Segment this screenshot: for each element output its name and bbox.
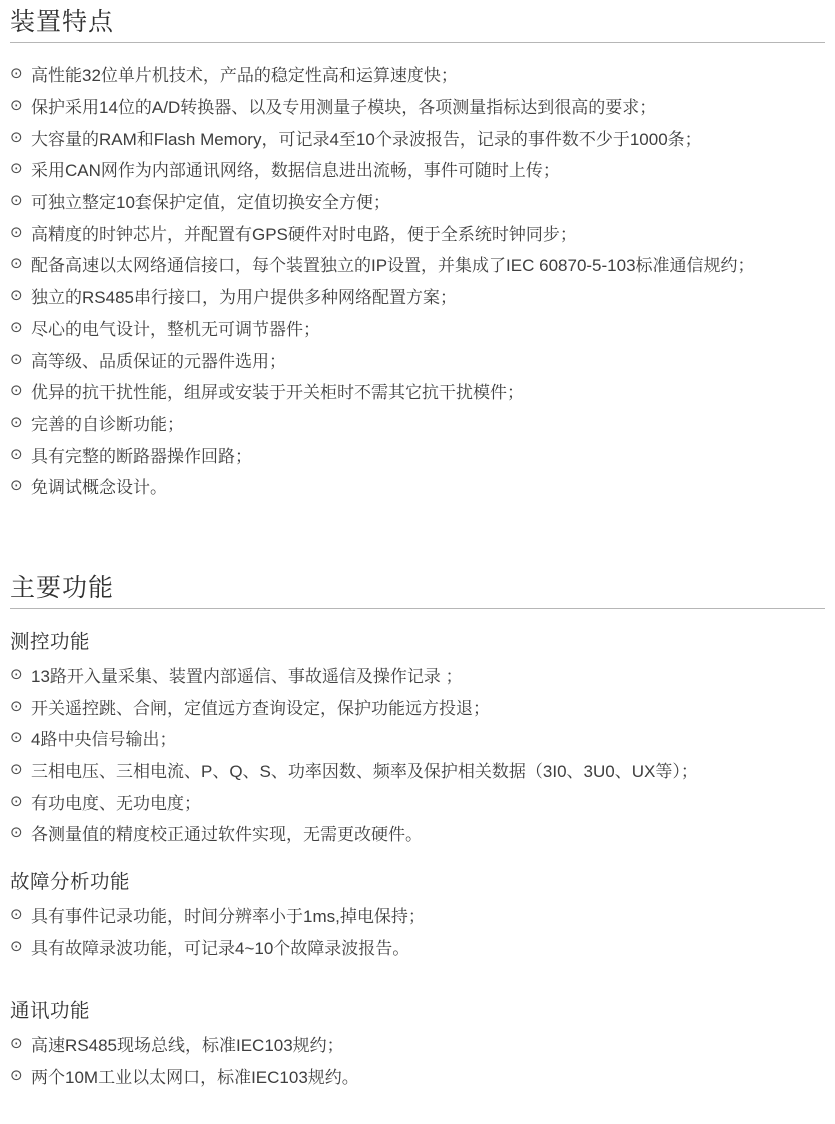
list-item-text: 独立的RS485串行接口，为用户提供多种网络配置方案；: [31, 288, 457, 308]
list-item-text: 高等级、品质保证的元器件选用；: [31, 351, 286, 371]
list-item-text: 完善的自诊断功能；: [31, 414, 184, 434]
list-item: [10, 1060, 825, 1092]
circled-dot-icon: ⊙: [10, 382, 23, 400]
circled-dot-icon: ⊙: [10, 1067, 23, 1085]
circled-dot-icon: ⊙: [10, 255, 23, 273]
list-item: [10, 899, 825, 931]
section-title-device-features: 装置特点: [10, 8, 115, 36]
list-item: [10, 58, 825, 90]
list-item-text: 有功电度、无功电度；: [31, 793, 201, 813]
list-item-text: 各测量值的精度校正通过软件实现，无需更改硬件。: [31, 825, 422, 845]
circled-dot-icon: ⊙: [10, 824, 23, 842]
circled-dot-icon: ⊙: [10, 906, 23, 924]
list-item-text: 高速RS485现场总线，标准IEC103规约；: [31, 1036, 344, 1056]
list-item: [10, 407, 825, 439]
circled-dot-icon: ⊙: [10, 937, 23, 955]
circled-dot-icon: ⊙: [10, 287, 23, 305]
circled-dot-icon: ⊙: [10, 413, 23, 431]
list-item: [10, 754, 825, 786]
list-item-text: 具有完整的断路器操作回路；: [31, 446, 252, 466]
circled-dot-icon: ⊙: [10, 665, 23, 683]
document-page: [0, 6, 835, 1092]
circled-dot-icon: ⊙: [10, 1035, 23, 1053]
section-header-main-functions: [10, 572, 825, 609]
list-item: [10, 153, 825, 185]
measure-control-list: [10, 659, 825, 849]
list-item: [10, 280, 825, 312]
list-item: [10, 817, 825, 849]
fault-analysis-list: [10, 899, 825, 962]
list-item: [10, 343, 825, 375]
list-item: [10, 121, 825, 153]
circled-dot-icon: ⊙: [10, 160, 23, 178]
list-item-text: 4路中央信号输出；: [31, 730, 177, 750]
subsection-title-communication: 通讯功能: [10, 1000, 91, 1023]
list-item-text: 13路开入量采集、装置内部遥信、事故遥信及操作记录 ；: [31, 666, 463, 686]
list-item: [10, 659, 825, 691]
list-item-text: 开关遥控跳、合闸，定值远方查询设定，保护功能远方投退；: [31, 698, 490, 718]
circled-dot-icon: ⊙: [10, 350, 23, 368]
list-item-text: 高性能32位单片机技术，产品的稳定性高和运算速度快；: [31, 66, 458, 86]
list-item-text: 具有事件记录功能，时间分辨率小于1ms,掉电保持；: [31, 907, 425, 927]
circled-dot-icon: ⊙: [10, 97, 23, 115]
list-item-text: 采用CAN网作为内部通讯网络，数据信息进出流畅，事件可随时上传；: [31, 161, 560, 181]
circled-dot-icon: ⊙: [10, 792, 23, 810]
list-item-text: 可独立整定10套保护定值，定值切换安全方便；: [31, 193, 390, 213]
list-item: [10, 1028, 825, 1060]
circled-dot-icon: ⊙: [10, 729, 23, 747]
list-item-text: 尽心的电气设计，整机无可调节器件；: [31, 319, 320, 339]
list-item: [10, 930, 825, 962]
list-item-text: 三相电压、三相电流、P、Q、S、功率因数、频率及保护相关数据（3I0、3U0、UX等）；: [31, 762, 698, 782]
device-features-list: [10, 58, 825, 502]
circled-dot-icon: ⊙: [10, 445, 23, 463]
list-item-text: 免调试概念设计。: [31, 478, 167, 498]
circled-dot-icon: ⊙: [10, 128, 23, 146]
subsection-title-measure-control: 测控功能: [10, 630, 91, 653]
list-item-text: 保护采用14位的A/D转换器、以及专用测量子模块，各项测量指标达到很高的要求；: [31, 98, 657, 118]
section-header-device-features: [10, 6, 825, 43]
circled-dot-icon: ⊙: [10, 477, 23, 495]
list-item: [10, 216, 825, 248]
list-item-text: 具有故障录波功能，可记录4~10个故障录波报告。: [31, 938, 410, 958]
list-item: [10, 470, 825, 502]
list-item-text: 两个10M工业以太网口，标准IEC103规约。: [31, 1068, 359, 1088]
list-item: [10, 248, 825, 280]
list-item: [10, 90, 825, 122]
circled-dot-icon: ⊙: [10, 223, 23, 241]
list-item-text: 优异的抗干扰性能，组屏或安装于开关柜时不需其它抗干扰模件；: [31, 383, 524, 403]
list-item-text: 大容量的RAM和Flash Memory，可记录4至10个录波报告，记录的事件数不少于1000条；: [31, 129, 702, 149]
list-item: [10, 785, 825, 817]
circled-dot-icon: ⊙: [10, 761, 23, 779]
circled-dot-icon: ⊙: [10, 65, 23, 83]
section-title-main-functions: 主要功能: [10, 573, 115, 602]
list-item: [10, 438, 825, 470]
list-item: [10, 722, 825, 754]
list-item: [10, 185, 825, 217]
circled-dot-icon: ⊙: [10, 318, 23, 336]
list-item: [10, 690, 825, 722]
communication-list: [10, 1028, 825, 1091]
list-item: [10, 312, 825, 344]
circled-dot-icon: ⊙: [10, 697, 23, 715]
list-item: [10, 375, 825, 407]
subsection-title-fault-analysis: 故障分析功能: [10, 870, 131, 893]
circled-dot-icon: ⊙: [10, 192, 23, 210]
list-item-text: 高精度的时钟芯片，并配置有GPS硬件对时电路，便于全系统时钟同步；: [31, 224, 577, 244]
list-item-text: 配备高速以太网络通信接口，每个装置独立的IP设置，并集成了IEC 60870-5-103标准通信规约；: [31, 256, 755, 276]
